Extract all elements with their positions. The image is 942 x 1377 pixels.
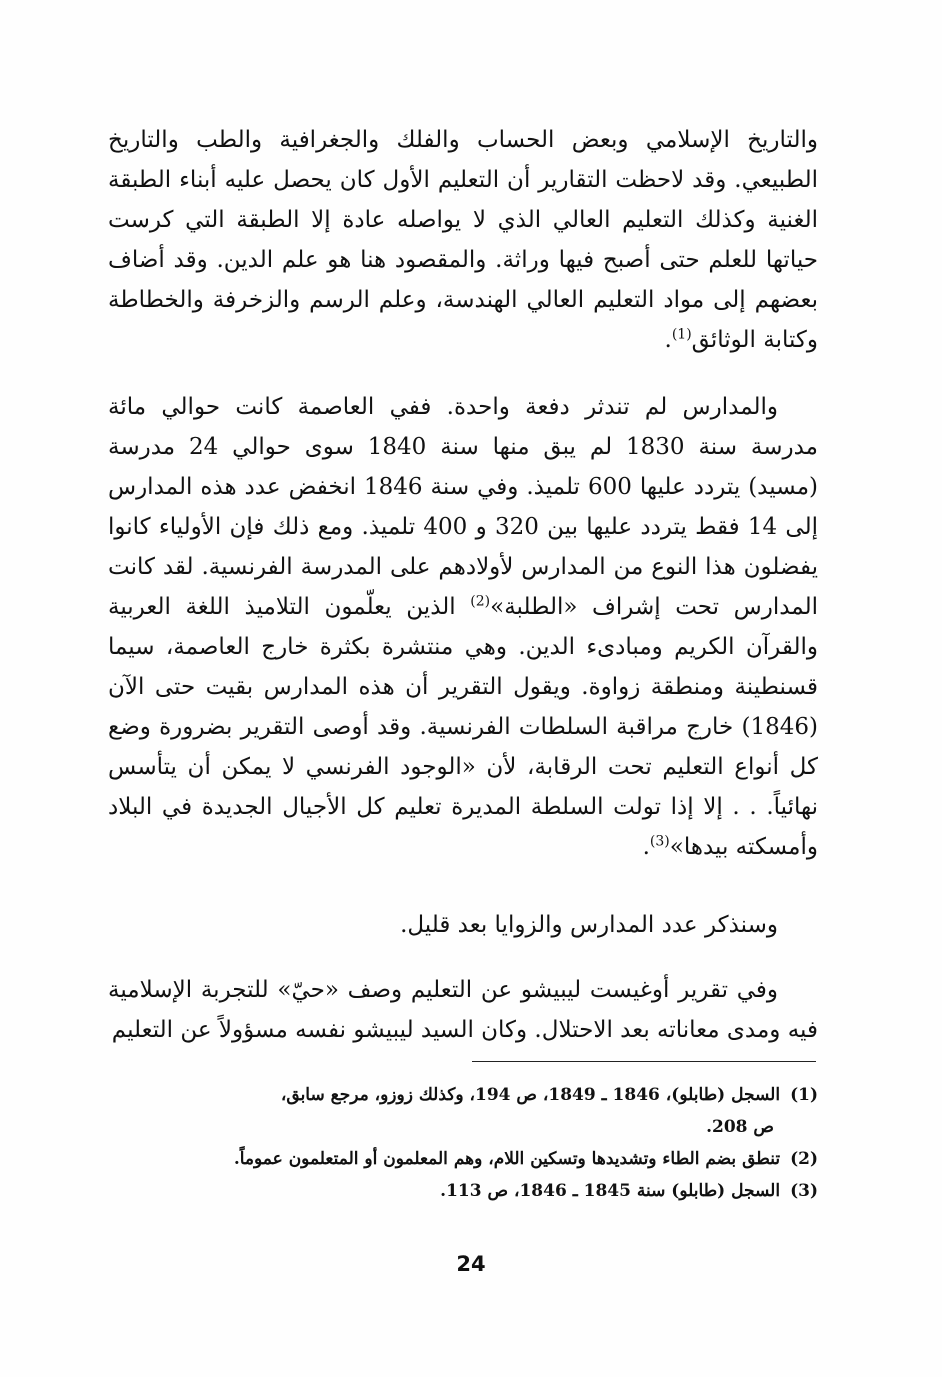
footnote-ref-2: (2) xyxy=(470,593,491,610)
paragraph-2-text-a: والمدارس لم تندثر دفعة واحدة. ففي العاصمة كانت حوالي مائة مدرسة سنة 1830 لم يبق منها سنة 1840 سوى حوالي 24 مدرسة (مسيد) يتردد عليها 600 تلميذ. وفي سنة 1846 انخفض عدد هذه المدارس إلى 14 فقط يتردد عليها بين 320 و 400 تلميذ. ومع ذلك فإن الأولياء كانوا يفضلون هذا النوع من المدارس لأولادهم على المدرسة الفرنسية. لقد كانت المدارس تحت إشراف «الطلبة» xyxy=(108,394,819,620)
footnotes xyxy=(108,1079,818,1207)
footnote-1-continuation: ص 208. xyxy=(706,1117,774,1137)
paragraph-2-text-b: الذين يعلّمون التلاميذ اللغة العربية والقرآن الكريم ومبادىء الدين. وهي منتشرة بكثرة خارج العاصمة، سيما قسنطينة ومنطقة زواوة. ويقول التقرير أن هذه المدارس بقيت حتى الآن (1846) خارج مراقبة السلطات الفرنسية. وقد أوصى التقرير بضرورة وضع كل أنواع التعليم تحت الرقابة، لأن «الوجود الفرنسي لا يمكن أن يتأسس نهائياً. . . إلا إذا تولت السلطة المديرة تعليم كل الأجيال الجديدة في البلاد وأمسكته بيدها» xyxy=(108,594,818,860)
page-number: 24 xyxy=(456,1252,486,1276)
footnote-2-number: (2) xyxy=(790,1149,818,1169)
paragraph-3-text: وسنذكر عدد المدارس والزوايا بعد قليل. xyxy=(400,912,778,938)
footnote-1-text: السجل (طابلو)، 1846 ـ 1849، ص 194، وكذلك زوزو، مرجع سابق، xyxy=(280,1085,781,1105)
footnote-2 xyxy=(108,1143,818,1175)
footnote-3-text: السجل (طابلو) سنة 1845 ـ 1846، ص 113. xyxy=(440,1181,781,1201)
footnote-ref-1: (1) xyxy=(671,326,692,343)
paragraph-2-end: . xyxy=(642,834,650,860)
paragraph-1-end: . xyxy=(664,327,672,353)
paragraph-3 xyxy=(108,905,818,945)
footnote-ref-3: (3) xyxy=(649,833,670,850)
paragraph-4-text: وفي تقرير أوغيست ليبيشو عن التعليم وصف «حيّ» للتجربة الإسلامية فيه ومدى معاناته بعد الاحتلال. وكان السيد ليبيشو نفسه مسؤولاً عن التعليم xyxy=(108,977,818,1043)
footnote-2-text: تنطق بضم الطاء وتشديدها وتسكين اللام، وهم المعلمون أو المتعلمون عموماً. xyxy=(233,1149,781,1169)
paragraph-2 xyxy=(108,387,818,867)
footnote-1-number: (1) xyxy=(790,1085,818,1105)
footnote-1 xyxy=(108,1079,818,1111)
footnote-3-number: (3) xyxy=(790,1181,818,1201)
footnote-separator xyxy=(472,1061,816,1062)
paragraph-1 xyxy=(108,120,818,360)
paragraph-1-text: والتاريخ الإسلامي وبعض الحساب والفلك والجغرافية والطب والتاريخ الطبيعي. وقد لاحظت التقارير أن التعليم الأول كان يحصل عليه أبناء الطبقة الغنية وكذلك التعليم العالي الذي لا يواصله عادة إلا الطبقة التي كرست حياتها للعلم حتى أصبح فيها وراثة. والمقصود هنا هو علم الدين. وقد أضاف بعضهم إلى مواد التعليم العالي الهندسة، وعلم الرسم والزخرفة والخطاطة وكتابة الوثائق xyxy=(108,127,818,353)
footnote-3 xyxy=(108,1175,818,1207)
paragraph-4 xyxy=(108,970,818,1050)
